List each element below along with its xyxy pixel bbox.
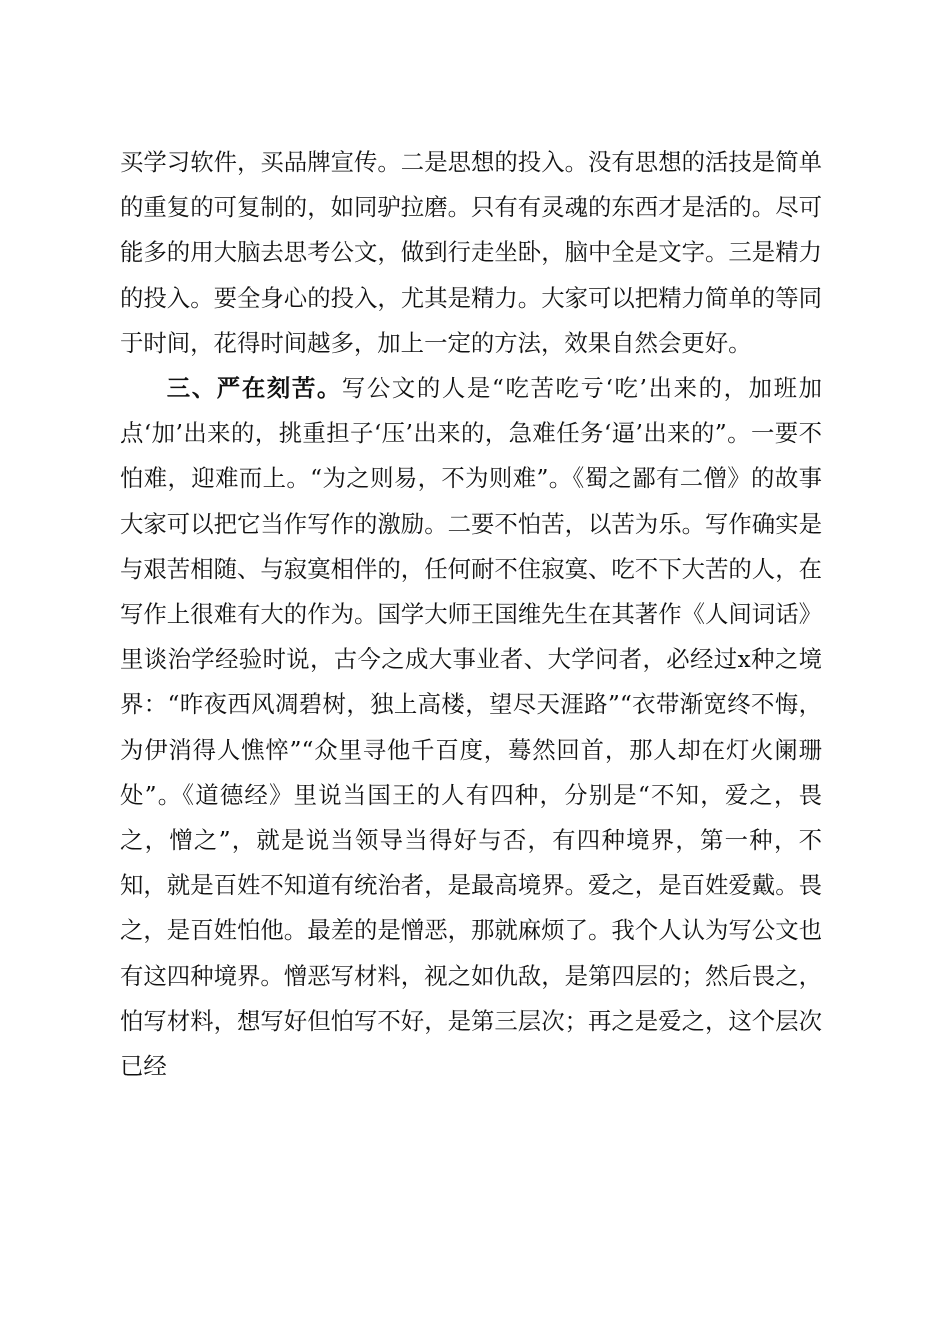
paragraph-section-three (120, 366, 822, 1089)
paragraph-text: 写公文的人是“吃苦吃亏‘吃’出来的，加班加点‘加’出来的，挑重担子‘压’出来的，急难任务‘逼’出来的”。一要不怕难，迎难而上。“为之则易，不为则难”。《蜀之鄙有二僧》的故事大家可以把它当作写作的激励。二要不怕苦，以苦为乐。写作确实是与艰苦相随、与寂寞相伴的，任何耐不住寂寞、吃不下大苦的人，在写作上很难有大的作为。国学大师王国维先生在其著作《人间词话》里谈治学经验时说，古今之成大事业者、大学问者，必经过x种之境界：“昨夜西风凋碧树，独上高楼，望尽天涯路”“衣带渐宽终不悔，为伊消得人憔悴”“众里寻他千百度，蓦然回首，那人却在灯火阑珊处”。《道德经》里说当国王的人有四种，分别是“不知，爱之，畏之，憎之”，就是说当领导当得好与否，有四种境界，第一种，不知，就是百姓不知道有统治者，是最高境界。爱之，是百姓爱戴。畏之，是百姓怕他。最差的是憎恶，那就麻烦了。我个人认为写公文也有这四种境界。憎恶写材料，视之如仇敌，是第四层的；然后畏之，怕写材料，想写好但怕写不好，是第三层次；再之是爱之，这个层次已经 (120, 374, 823, 1081)
document-page (120, 140, 822, 1089)
paragraph-continuation (120, 140, 822, 366)
paragraph-text: 买学习软件，买品牌宣传。二是思想的投入。没有思想的活技是简单的重复的可复制的，如同驴拉磨。只有有灵魂的东西才是活的。尽可能多的用大脑去思考公文，做到行走坐卧，脑中全是文字。三是精力的投入。要全身心的投入，尤其是精力。大家可以把精力简单的等同于时间，花得时间越多，加上一定的方法，效果自然会更好。 (120, 148, 822, 357)
section-heading: 三、严在刻苦。 (166, 374, 342, 403)
